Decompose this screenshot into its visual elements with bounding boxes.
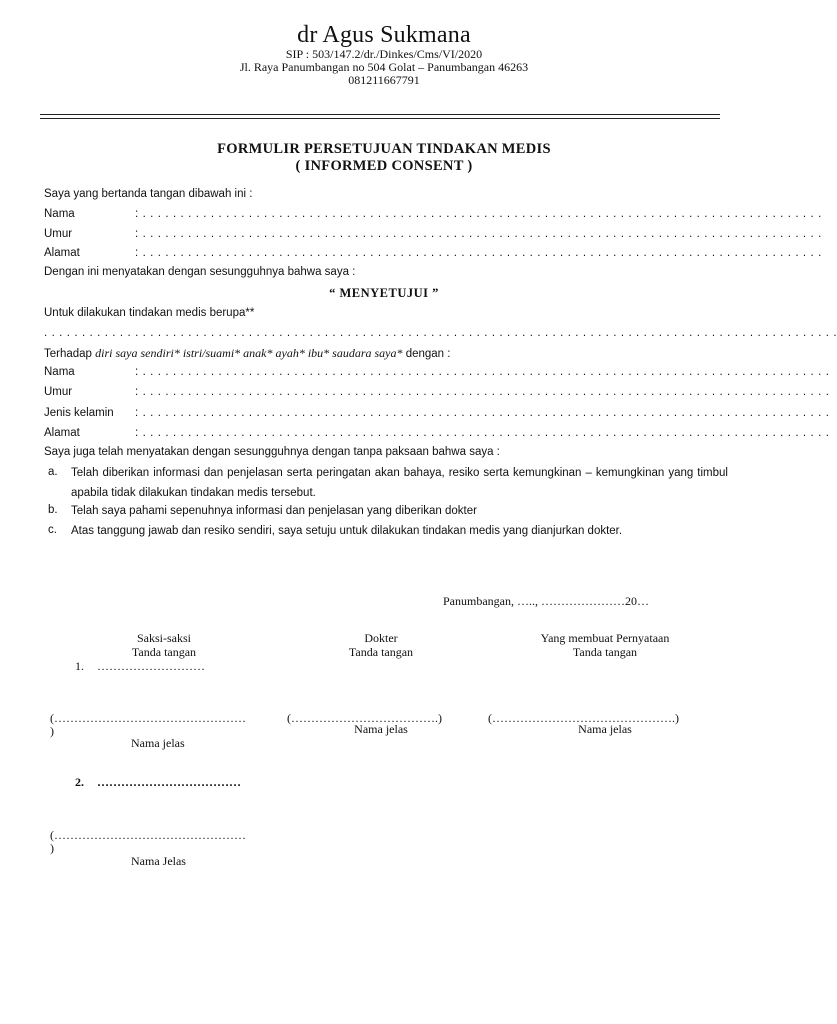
header-divider-bottom: [40, 118, 720, 119]
agree-heading: “ MENYETUJUI ”: [329, 286, 439, 300]
statement-item: Atas tanggung jawab dan resiko sendiri, saya setuju untuk dilakukan tindakan medis yang dianjurkan dokter.: [71, 525, 623, 537]
signer-age-label: Umur: [44, 228, 73, 240]
declaration-text: Dengan ini menyatakan dengan sesungguhnya bahwa saya :: [44, 266, 356, 278]
statement-letter: a.: [48, 466, 58, 478]
witness1-name-label: Nama jelas: [131, 736, 185, 750]
doctor-name: dr Agus Sukmana: [297, 22, 471, 48]
patient-name-field[interactable]: : . . . . . . . . . . . . . . . . . . . . . . . . . . . . . . . . . . . . . . . . . . . . . . . . . . . . . . . . . . . . . . . . . . . . . . . . . . . . . . . . . . . . . . . . . . .: [135, 366, 830, 378]
form-title: FORMULIR PERSETUJUAN TINDAKAN MEDIS: [217, 141, 551, 157]
statement-intro: Saya juga telah menyatakan dengan sesungguhnya dengan tanpa paksaan bahwa saya :: [44, 446, 500, 458]
signer-address-field[interactable]: : . . . . . . . . . . . . . . . . . . . . . . . . . . . . . . . . . . . . . . . . . . . . . . . . . . . . . . . . . . . . . . . . . . . . . . . . . . . . . . . . . . . . . . . . . .: [135, 247, 822, 259]
witness2-signature-field[interactable]: ………………………………: [97, 775, 241, 789]
patient-address-label: Alamat: [44, 427, 80, 439]
witness1-name-field[interactable]: (…………………………………………: [50, 711, 246, 725]
phone-number: 081211667791: [348, 73, 420, 87]
signer-address-label: Alamat: [44, 247, 80, 259]
witness1-number: 1.: [75, 659, 84, 673]
patient-age-field[interactable]: : . . . . . . . . . . . . . . . . . . . . . . . . . . . . . . . . . . . . . . . . . . . . . . . . . . . . . . . . . . . . . . . . . . . . . . . . . . . . . . . . . . . . . . . . . . .: [135, 386, 830, 398]
relationship-options: diri saya sendiri* istri/suami* anak* ayah* ibu* saudara saya*: [95, 346, 403, 360]
patient-name-label: Nama: [44, 366, 75, 378]
witness2-name-close: ): [50, 841, 54, 855]
declarant-signature-label: Tanda tangan: [572, 645, 638, 659]
doctor-title: Dokter: [364, 631, 398, 645]
witness2-name-field[interactable]: (…………………………………………: [50, 828, 246, 842]
doctor-name-field[interactable]: (……………………………….): [287, 711, 442, 725]
header-divider-top: [40, 114, 720, 115]
witnesses-title: Saksi-saksi: [137, 631, 191, 645]
witness2-number: 2.: [75, 775, 84, 789]
license-number: SIP : 503/147.2/dr./Dinkes/Cms/VI/2020: [285, 47, 483, 61]
signer-name-label: Nama: [44, 208, 75, 220]
intro-text: Saya yang bertanda tangan dibawah ini :: [44, 188, 253, 200]
signer-name-field[interactable]: : . . . . . . . . . . . . . . . . . . . . . . . . . . . . . . . . . . . . . . . . . . . . . . . . . . . . . . . . . . . . . . . . . . . . . . . . . . . . . . . . . . . . . . . . . .: [135, 208, 822, 220]
doctor-name-label: Nama jelas: [354, 722, 408, 736]
doctor-signature-label: Tanda tangan: [348, 645, 414, 659]
witness1-name-close: ): [50, 724, 54, 738]
procedure-field[interactable]: . . . . . . . . . . . . . . . . . . . . . . . . . . . . . . . . . . . . . . . . . . . . . . . . . . . . . . . . . . . . . . . . . . . . . . . . . . . . . . . . . . . . . . . . . . . . . . . . . . . . . . . . .: [44, 327, 837, 339]
declarant-title: Yang membuat Pernyataan: [540, 631, 670, 645]
statement-item: Telah saya pahami sepenuhnya informasi dan penjelasan yang diberikan dokter: [71, 505, 477, 517]
place-date-field[interactable]: Panumbangan, ….., …………………20…: [443, 594, 649, 608]
declarant-name-field[interactable]: (……………………………………….): [488, 711, 679, 725]
signer-age-field[interactable]: : . . . . . . . . . . . . . . . . . . . . . . . . . . . . . . . . . . . . . . . . . . . . . . . . . . . . . . . . . . . . . . . . . . . . . . . . . . . . . . . . . . . . . . . . . .: [135, 228, 822, 240]
clinic-address: Jl. Raya Panumbangan no 504 Golat – Panumbangan 46263: [239, 60, 529, 74]
statement-item: Telah diberikan informasi dan penjelasan serta peringatan akan bahaya, resiko serta kemungkinan – kemungkinan yang timbul apabila tidak dilakukan tindakan medis tersebut.: [71, 467, 728, 499]
patient-gender-label: Jenis kelamin: [44, 407, 114, 419]
declarant-name-label: Nama jelas: [578, 722, 632, 736]
against-line: [44, 346, 450, 361]
witnesses-signature-label: Tanda tangan: [131, 645, 197, 659]
witness1-signature-field[interactable]: ………………………: [97, 659, 205, 673]
patient-gender-field[interactable]: : . . . . . . . . . . . . . . . . . . . . . . . . . . . . . . . . . . . . . . . . . . . . . . . . . . . . . . . . . . . . . . . . . . . . . . . . . . . . . . . . . . . . . . . . . . .: [135, 407, 830, 419]
statement-letter: c.: [48, 524, 57, 536]
against-suffix: dengan :: [402, 348, 451, 360]
patient-age-label: Umur: [44, 386, 73, 398]
against-prefix: Terhadap: [44, 348, 96, 360]
procedure-label: Untuk dilakukan tindakan medis berupa**: [44, 307, 255, 319]
witness2-name-label: Nama Jelas: [131, 854, 186, 868]
patient-address-field[interactable]: : . . . . . . . . . . . . . . . . . . . . . . . . . . . . . . . . . . . . . . . . . . . . . . . . . . . . . . . . . . . . . . . . . . . . . . . . . . . . . . . . . . . . . . . . . . .: [135, 427, 830, 439]
form-subtitle: ( INFORMED CONSENT ): [295, 158, 473, 174]
statement-letter: b.: [48, 504, 58, 516]
